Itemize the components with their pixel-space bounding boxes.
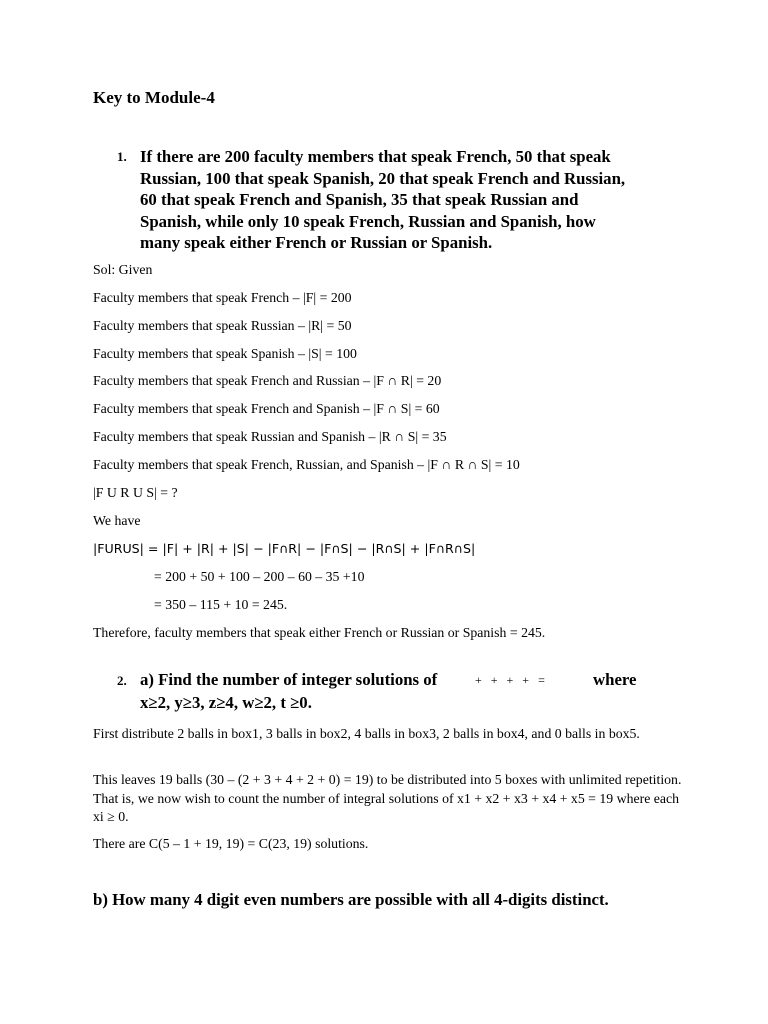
inclusion-exclusion-formula: |FURUS| = |F| + |R| + |S| − |F∩R| − |F∩S| − |R∩S| + |F∩R∩S| xyxy=(93,541,476,556)
given-fact: Faculty members that speak French – |F| = 200 xyxy=(93,290,352,305)
question-line: If there are 200 faculty members that speak French, 50 that speak xyxy=(140,147,611,166)
given-fact: Faculty members that speak Spanish – |S| = 100 xyxy=(93,346,357,361)
paragraph: First distribute 2 balls in box1, 3 balls in box2, 4 balls in box3, 2 balls in box4, and 0 balls in box5. xyxy=(93,726,640,741)
question-line: Spanish, while only 10 speak French, Russian and Spanish, how xyxy=(140,211,596,231)
question-2b: b) How many 4 digit even numbers are possible with all 4-digits distinct. xyxy=(93,890,609,909)
we-have-text: We have xyxy=(93,513,141,528)
given-fact: Faculty members that speak Russian and Spanish – |R ∩ S| = 35 xyxy=(93,429,447,444)
paragraph: This leaves 19 balls (30 – (2 + 3 + 4 + 2 + 0) = 19) to be distributed into 5 boxes with unlimited repetition. That is, we now wish to count the number of integral solutions of x1 + x2 + x3 + x4 + x5 = 19 where each xi ≥ 0. xyxy=(93,772,682,824)
calculation-step: = 350 – 115 + 10 = 245. xyxy=(154,597,288,612)
calculation-step: = 200 + 50 + 100 – 200 – 60 – 35 +10 xyxy=(154,569,365,584)
question-line: Russian, 100 that speak Spanish, 20 that speak French and Russian, xyxy=(140,168,626,188)
solution-intro: Sol: Given xyxy=(93,262,153,277)
question-text xyxy=(140,146,625,254)
paragraph: There are C(5 – 1 + 19, 19) = C(23, 19) solutions. xyxy=(93,836,369,851)
given-fact: Faculty members that speak French, Russian, and Spanish – |F ∩ R ∩ S| = 10 xyxy=(93,457,520,472)
question-number: 1. xyxy=(117,149,127,164)
question-text xyxy=(140,669,437,691)
question-number: 2. xyxy=(117,673,127,688)
given-fact: Faculty members that speak Russian – |R| = 50 xyxy=(93,318,352,333)
constraints-line: x≥2, y≥3, z≥4, w≥2, t ≥0. xyxy=(140,693,312,712)
union-question: |F U R U S| = ? xyxy=(93,485,178,500)
page-title: Key to Module-4 xyxy=(93,88,215,107)
question-line: many speak either French or Russian or Spanish. xyxy=(140,233,493,252)
question-line: 60 that speak French and Spanish, 35 that speak Russian and xyxy=(140,190,579,209)
conclusion-text: Therefore, faculty members that speak either French or Russian or Spanish = 245. xyxy=(93,625,546,640)
equation-operators: + + + + = xyxy=(475,673,548,687)
given-fact: Faculty members that speak French and Spanish – |F ∩ S| = 60 xyxy=(93,401,440,416)
where-word: where xyxy=(593,670,637,689)
question-line: a) Find the number of integer solutions of xyxy=(140,670,438,689)
given-fact: Faculty members that speak French and Russian – |F ∩ R| = 20 xyxy=(93,373,442,388)
